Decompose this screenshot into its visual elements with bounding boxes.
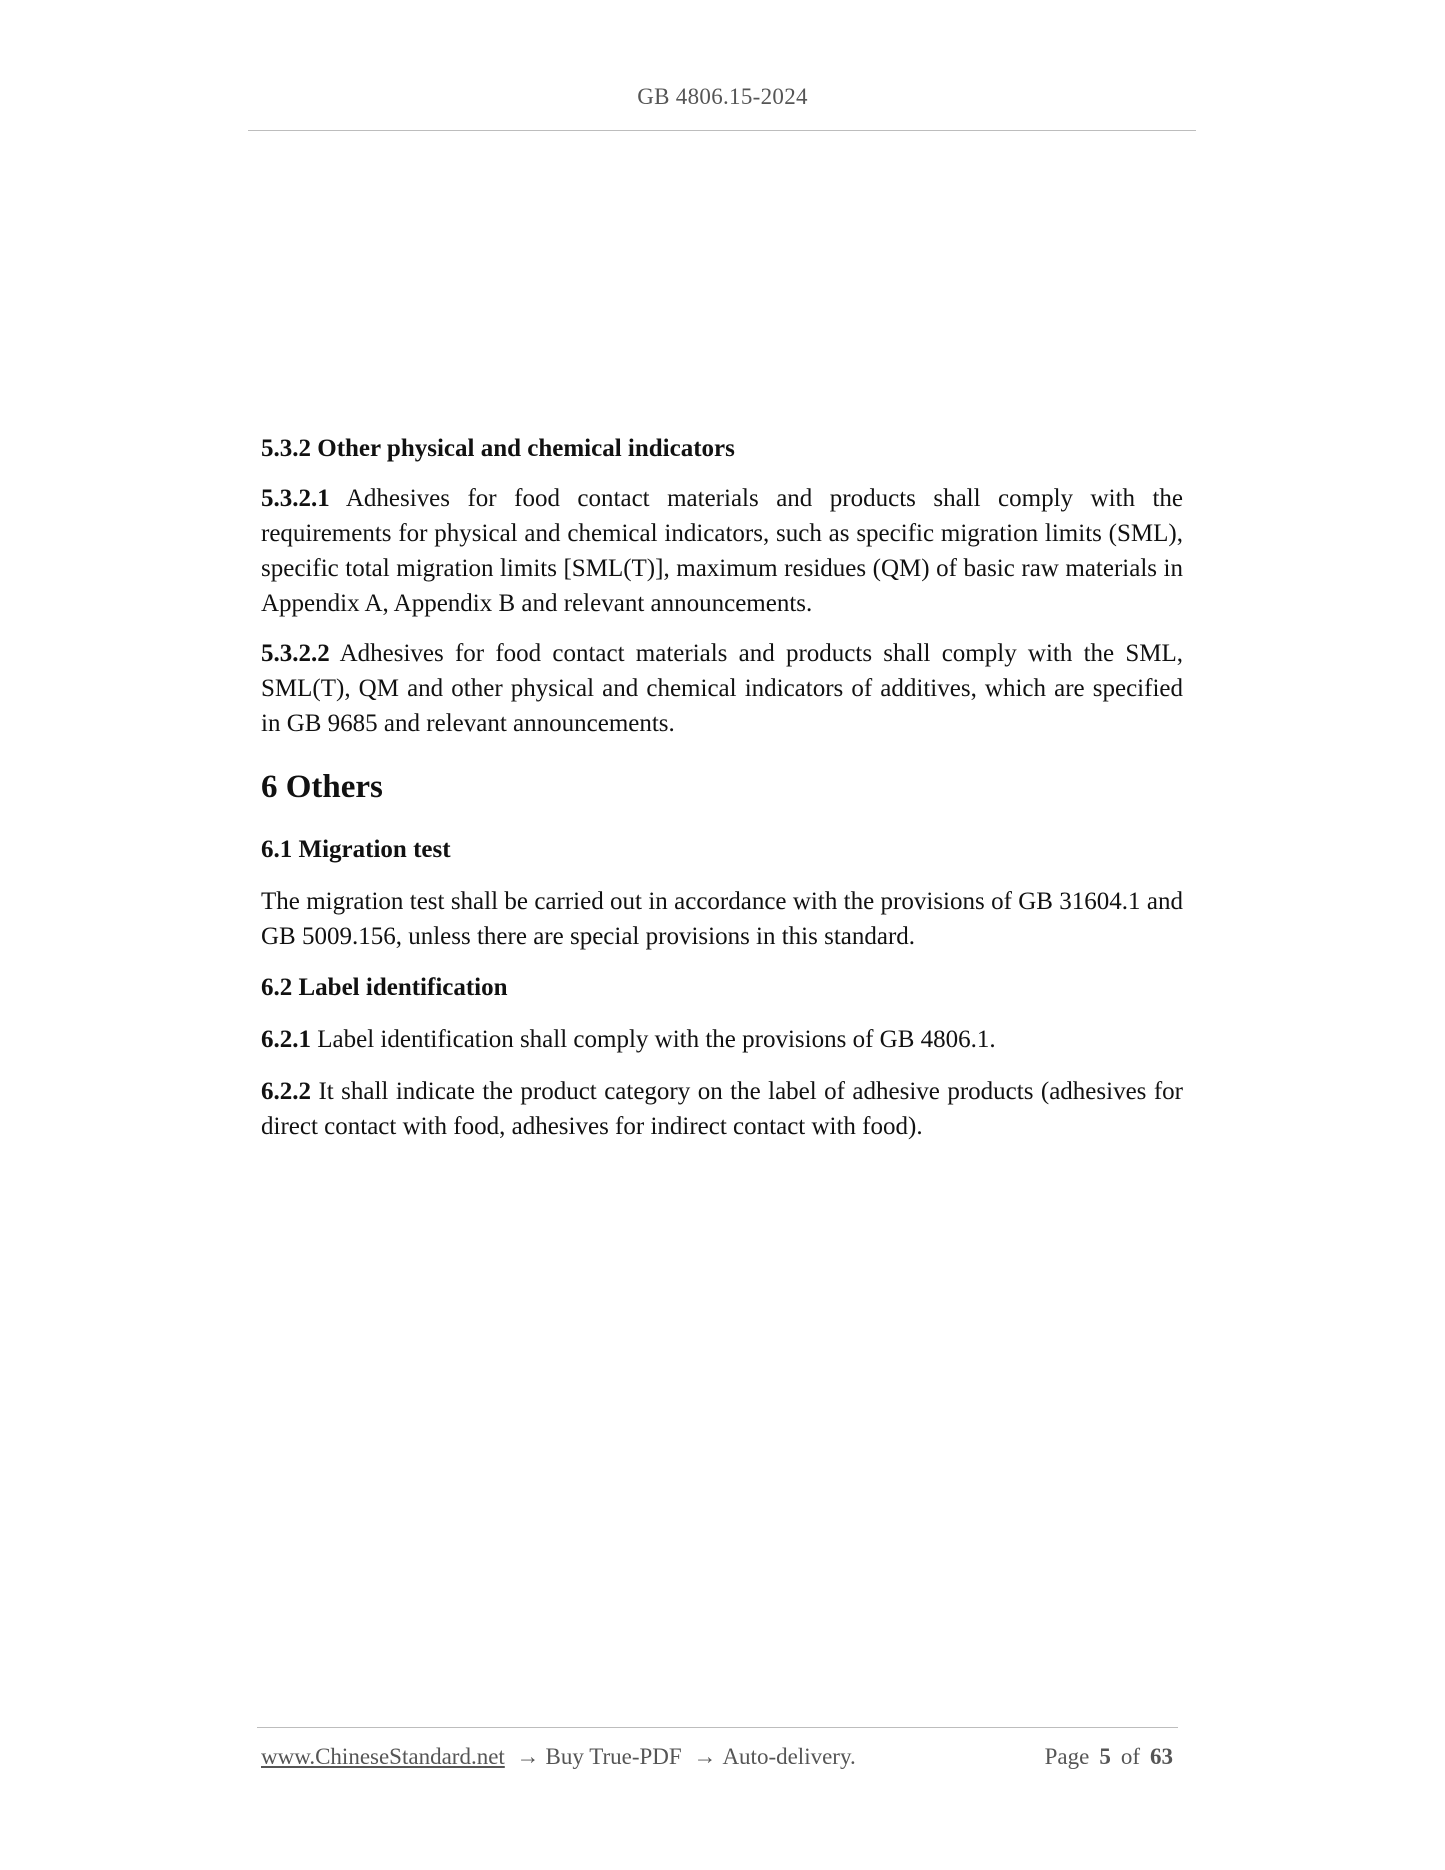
clause-number: 6.2.2: [261, 1078, 311, 1105]
page-content: [261, 432, 1183, 1144]
clause-number: 5.3.2.1: [261, 485, 330, 512]
page-footer: [261, 1744, 1173, 1770]
footer-promo: [261, 1744, 856, 1770]
paragraph-6-2-2: [261, 1074, 1183, 1144]
page-total: 63: [1150, 1744, 1173, 1769]
paragraph-6-1: The migration test shall be carried out in accordance with the provisions of GB 31604.1 and GB 5009.156, unless there are special provisions in this standard.: [261, 888, 1183, 950]
page-current: 5: [1099, 1744, 1111, 1769]
buy-text: Buy True-PDF: [545, 1744, 682, 1769]
paragraph-6-2-1: [261, 1022, 1183, 1057]
clause-text: Label identification shall comply with the provisions of GB 4806.1.: [311, 1026, 996, 1053]
section-6-2-heading: 6.2 Label identification: [261, 974, 508, 1001]
clause-text: It shall indicate the product category on the label of adhesive products (adhesives for direct contact with food, adhesives for indirect contact with food).: [261, 1078, 1183, 1140]
clause-number: 6.2.1: [261, 1026, 311, 1053]
clause-text: Adhesives for food contact materials and products shall comply with the SML, SML(T), QM and other physical and chemical indicators of additives, which are specified in GB 9685 and relevant announcements.: [261, 640, 1183, 737]
footer-divider: [257, 1727, 1178, 1728]
delivery-text: Auto-delivery.: [722, 1744, 856, 1769]
clause-number: 5.3.2.2: [261, 640, 330, 667]
header-divider: [248, 130, 1196, 131]
document-header-id: GB 4806.15-2024: [637, 84, 808, 109]
arrow-right-icon: →: [693, 1744, 717, 1769]
page-of: of: [1120, 1744, 1140, 1769]
paragraph-5-3-2-2: [261, 636, 1183, 741]
section-5-3-2-heading: 5.3.2 Other physical and chemical indicators: [261, 435, 735, 462]
arrow-right-icon: →: [516, 1744, 540, 1769]
clause-text: Adhesives for food contact materials and products shall comply with the requirements for physical and chemical indicators, such as specific migration limits (SML), specific total migration limits [SML(T)], maximum residues (QM) of basic raw materials in Appendix A, Appendix B and relevant announcements.: [261, 485, 1183, 617]
site-link[interactable]: www.ChineseStandard.net: [261, 1744, 505, 1769]
section-6-1-heading: 6.1 Migration test: [261, 836, 451, 863]
page-indicator: [1045, 1744, 1173, 1770]
paragraph-5-3-2-1: [261, 481, 1183, 621]
page-label: Page: [1044, 1744, 1090, 1769]
section-6-heading: 6 Others: [261, 769, 383, 805]
